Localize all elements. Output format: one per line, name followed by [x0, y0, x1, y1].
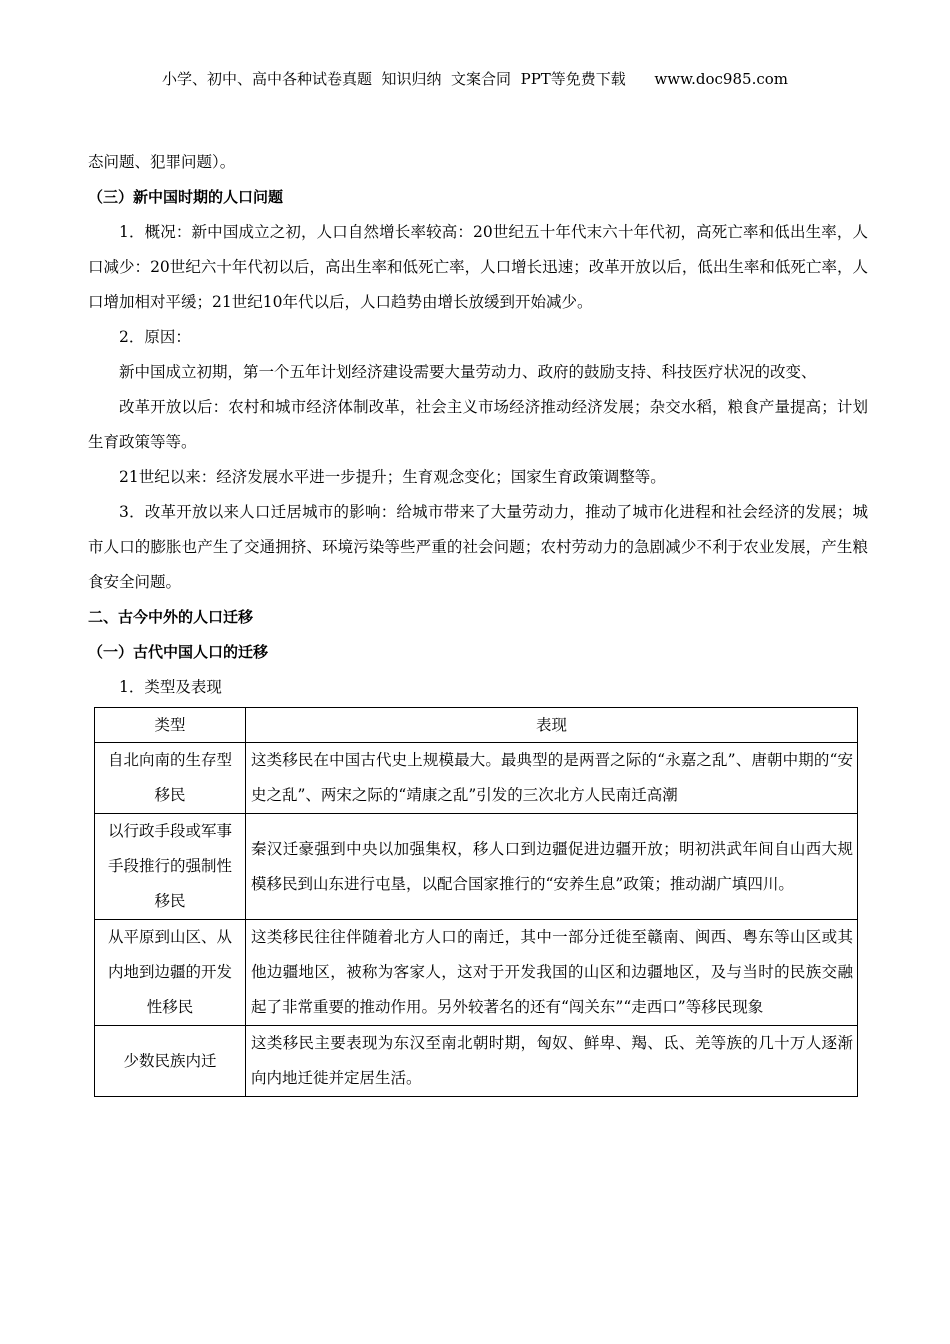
page-header: 小学、初中、高中各种试卷真题 知识归纳 文案合同 PPT等免费下载 www.doc985.com: [161, 70, 788, 88]
table-header-desc: 表现: [246, 708, 858, 743]
table-header-type: 类型: [95, 708, 246, 743]
document-body: [88, 145, 868, 1097]
table-row: [95, 743, 858, 814]
paragraph-reason-early: 新中国成立初期，第一个五年计划经济建设需要大量劳动力、政府的鼓励支持、科技医疗状况的改变、: [119, 363, 817, 381]
table-cell-desc: 这类移民主要表现为东汉至南北朝时期，匈奴、鲜卑、羯、氐、羌等族的几十万人逐渐向内地迁徙并定居生活。: [246, 1026, 858, 1097]
table-row: [95, 1026, 858, 1097]
table-header-row: [95, 708, 858, 743]
table-cell-desc: 这类移民在中国古代史上规模最大。最典型的是两晋之际的“永嘉之乱”、唐朝中期的“安史之乱”、两宋之际的“靖康之乱”引发的三次北方人民南迁高潮: [246, 743, 858, 814]
paragraph-types-title: 1．类型及表现: [119, 678, 222, 696]
table-row: [95, 920, 858, 1026]
table-cell-type: 少数民族内迁: [95, 1026, 246, 1097]
table-row: [95, 814, 858, 920]
table-cell-type: 以行政手段或军事手段推行的强制性移民: [95, 814, 246, 920]
paragraph-overview: 1．概况：新中国成立之初，人口自然增长率较高：20世纪五十年代末六十年代初，高死亡率和低出生率，人口减少：20世纪六十年代初以后，高出生率和低死亡率，人口增长迅速；改革开放以后，低出生率和低死亡率，人口增加相对平缓；21世纪10年代以后，人口趋势由增长放缓到开始减少。: [88, 223, 868, 311]
table-cell-desc: 秦汉迁豪强到中央以加强集权，移人口到边疆促进边疆开放；明初洪武年间自山西大规模移民到山东进行屯垦，以配合国家推行的“安养生息”政策；推动湖广填四川。: [246, 814, 858, 920]
migration-table: [94, 707, 858, 1097]
table-cell-type: 从平原到山区、从内地到边疆的开发性移民: [95, 920, 246, 1026]
table-cell-type: 自北向南的生存型移民: [95, 743, 246, 814]
paragraph-impact: 3．改革开放以来人口迁居城市的影响：给城市带来了大量劳动力，推动了城市化进程和社会经济的发展；城市人口的膨胀也产生了交通拥挤、环境污染等些严重的社会问题；农村劳动力的急剧减少不利于农业发展，产生粮食安全问题。: [88, 503, 868, 591]
paragraph-reason-21st: 21世纪以来：经济发展水平进一步提升；生育观念变化；国家生育政策调整等。: [119, 468, 666, 486]
paragraph-reason-reform: 改革开放以后：农村和城市经济体制改革，社会主义市场经济推动经济发展；杂交水稻，粮食产量提高；计划生育政策等等。: [88, 398, 868, 451]
section-heading-new-china: （三）新中国时期的人口问题: [88, 188, 284, 206]
table-cell-desc: 这类移民往往伴随着北方人口的南迁，其中一部分迁徙至赣南、闽西、粤东等山区或其他边疆地区，被称为客家人，这对于开发我国的山区和边疆地区，及与当时的民族交融起了非常重要的推动作用。另外较著名的还有“闯关东”“走西口”等移民现象: [246, 920, 858, 1026]
paragraph-continuation: 态问题、犯罪问题）。: [88, 153, 236, 171]
subsection-heading-ancient-china: （一）古代中国人口的迁移: [88, 643, 269, 661]
paragraph-reason-title: 2．原因：: [119, 328, 191, 346]
part-heading-migration: 二、古今中外的人口迁移: [88, 608, 254, 626]
